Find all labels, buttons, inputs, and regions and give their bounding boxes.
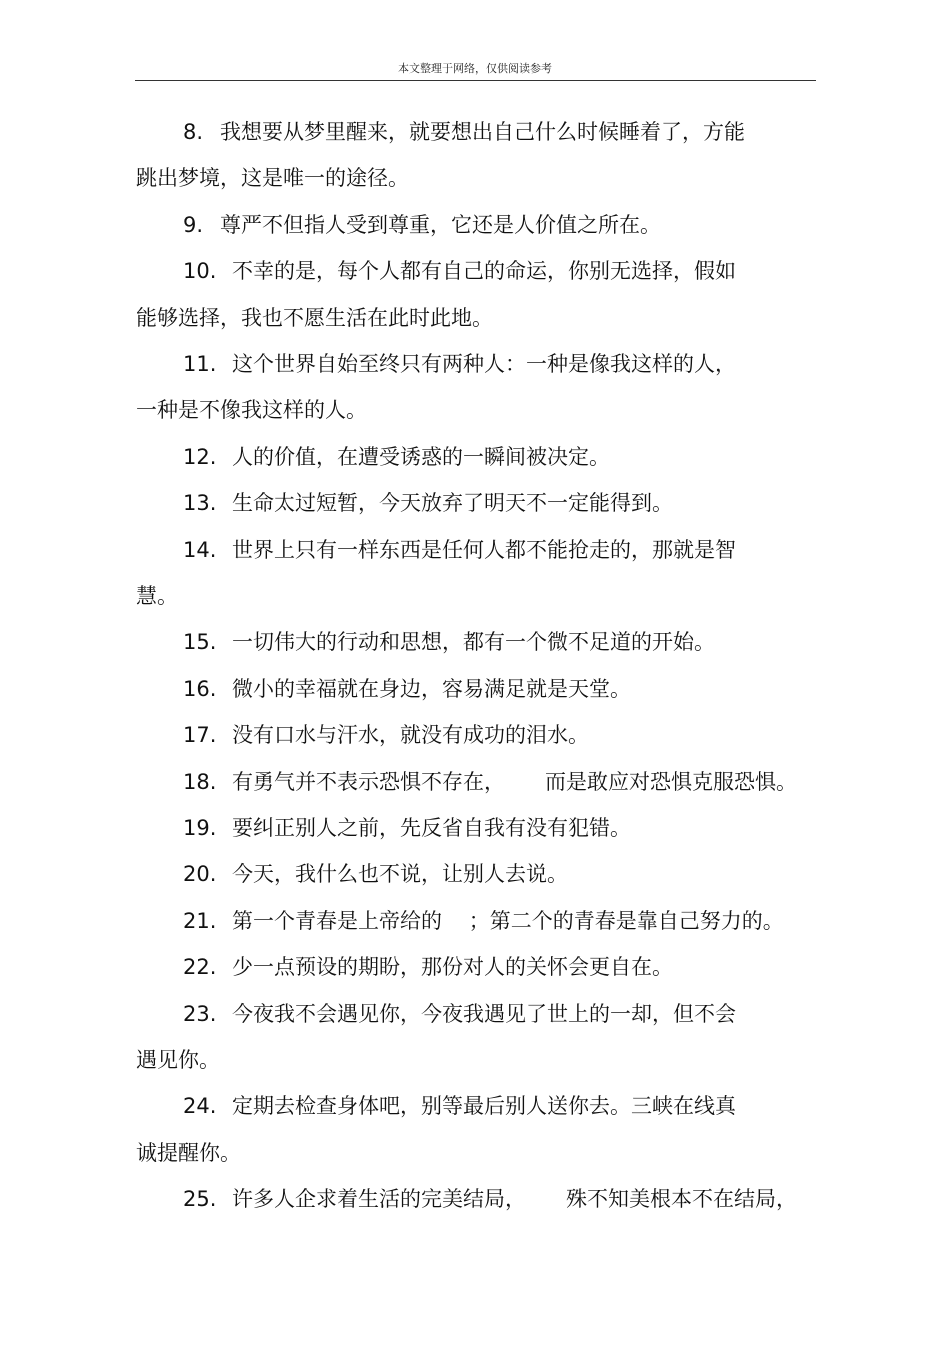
quote-number: 11. bbox=[183, 352, 217, 376]
quote-text: 今夜我不会遇见你，今夜我遇见了世上的一却，但不会 bbox=[232, 1001, 736, 1026]
quote-item bbox=[0, 443, 950, 489]
quote-number: 24. bbox=[183, 1094, 217, 1119]
quote-number: 18. bbox=[183, 769, 217, 794]
quote-number: 8. bbox=[183, 120, 204, 144]
quote-item bbox=[0, 1092, 950, 1185]
quote-text-continued: 跳出梦境，这是唯一的途径。 bbox=[136, 166, 409, 191]
quote-number: 23. bbox=[183, 1001, 217, 1026]
quote-number: 15. bbox=[183, 630, 217, 655]
quote-number: 19. bbox=[183, 816, 217, 840]
quote-item bbox=[0, 257, 950, 350]
quote-text-continued: 一种是不像我这样的人。 bbox=[136, 398, 367, 423]
quote-number: 22. bbox=[183, 955, 217, 980]
quote-text: 不幸的是，每个人都有自己的命运，你别无选择，假如 bbox=[232, 259, 736, 284]
quote-item bbox=[0, 628, 950, 674]
quote-number: 12. bbox=[183, 444, 217, 469]
quote-number: 17. bbox=[183, 723, 217, 748]
quote-text: 没有口水与汗水，就没有成功的泪水。 bbox=[232, 723, 589, 748]
quote-text: 有勇气并不表示恐惧不存在， 而是敢应对恐惧克服恐惧。 bbox=[232, 769, 798, 794]
quote-text: 我想要从梦里醒来，就要想出自己什么时候睡着了，方能 bbox=[220, 120, 745, 144]
quote-item bbox=[0, 1185, 950, 1231]
quote-item bbox=[0, 211, 950, 257]
quote-text-continued: 慧。 bbox=[136, 583, 178, 608]
quote-text: 定期去检查身体吧，别等最后别人送你去。三峡在线真 bbox=[232, 1094, 736, 1119]
quote-text: 世界上只有一样东西是任何人都不能抢走的，那就是智 bbox=[232, 537, 736, 562]
quote-text: 要纠正别人之前，先反省自我有没有犯错。 bbox=[232, 816, 631, 840]
quote-item bbox=[0, 118, 950, 211]
quote-number: 16. bbox=[183, 676, 217, 701]
quote-item bbox=[0, 953, 950, 999]
quote-number: 25. bbox=[183, 1187, 217, 1212]
quote-item bbox=[0, 860, 950, 906]
quote-item bbox=[0, 675, 950, 721]
quote-text: 微小的幸福就在身边，容易满足就是天堂。 bbox=[232, 676, 631, 701]
quote-number: 14. bbox=[183, 537, 217, 562]
quote-text: 尊严不但指人受到尊重，它还是人价值之所在。 bbox=[220, 212, 661, 237]
quote-text: 少一点预设的期盼，那份对人的关怀会更自在。 bbox=[232, 955, 673, 980]
page-header: 本文整理于网络，仅供阅读参考 bbox=[398, 62, 552, 75]
quote-item bbox=[0, 489, 950, 535]
quote-item bbox=[0, 814, 950, 860]
quote-item bbox=[0, 721, 950, 767]
quote-text: 这个世界自始至终只有两种人：一种是像我这样的人， bbox=[232, 352, 736, 376]
quote-item bbox=[0, 536, 950, 629]
quote-text: 第一个青春是上帝给的 ；第二个的青春是靠自己努力的。 bbox=[232, 908, 784, 933]
quote-number: 20. bbox=[183, 862, 217, 887]
quote-text: 今天，我什么也不说，让别人去说。 bbox=[232, 862, 568, 887]
quote-text-continued: 能够选择，我也不愿生活在此时此地。 bbox=[136, 305, 493, 330]
header-divider bbox=[135, 80, 816, 81]
quote-text: 人的价值，在遭受诱惑的一瞬间被决定。 bbox=[232, 444, 610, 469]
quote-number: 21. bbox=[183, 908, 217, 933]
quote-text: 许多人企求着生活的完美结局， 殊不知美根本不在结局， bbox=[232, 1187, 798, 1212]
quote-item bbox=[0, 768, 950, 814]
quote-item bbox=[0, 907, 950, 953]
quote-text-continued: 诚提醒你。 bbox=[136, 1140, 241, 1165]
quote-number: 13. bbox=[183, 491, 217, 516]
quote-text-continued: 遇见你。 bbox=[136, 1047, 220, 1072]
quote-item bbox=[0, 350, 950, 443]
quote-number: 10. bbox=[183, 259, 217, 284]
quote-item bbox=[0, 1000, 950, 1093]
quote-text: 生命太过短暂，今天放弃了明天不一定能得到。 bbox=[232, 491, 673, 516]
quote-number: 9. bbox=[183, 212, 204, 237]
quote-text: 一切伟大的行动和思想，都有一个微不足道的开始。 bbox=[232, 630, 715, 655]
